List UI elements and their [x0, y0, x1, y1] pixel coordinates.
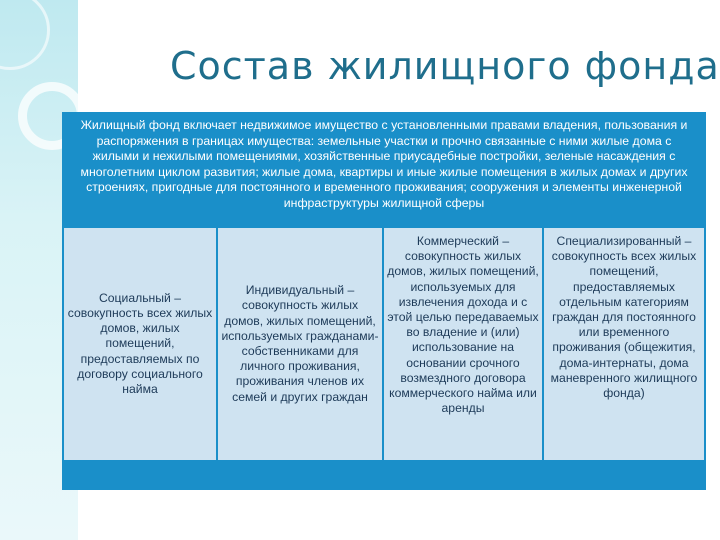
individual-housing-cell: [218, 228, 382, 460]
specialized-housing-cell: [544, 228, 704, 460]
commercial-housing-cell: [384, 228, 542, 460]
specialized-housing-text: Специализированный – совокупность всех жилых помещений, предоставляемых отдельным категориям граждан для постоянного или временного проживания (общежития, дома-интернаты, дома маневренного жилищного фонда): [550, 234, 698, 401]
table-footer-bar: [62, 462, 706, 490]
housing-types-row: [62, 228, 706, 460]
individual-housing-text: Индивидуальный – совокупность жилых домов, жилых помещений, используемых гражданами-собственниками для личного проживания, проживания членов их семей и других граждан: [221, 283, 379, 404]
slide-title: Состав жилищного фонда: [170, 44, 720, 88]
table-header-intro: Жилищный фонд включает недвижимое имущество с установленными правами владения, пользования и распоряжения в границах имущества: земельные участки и прочно связанные с ними жилые дома с жилыми и нежилыми помещениями, хозяйственные приусадебные постройки, зеленые насаждения с многолетним циклом развития; жилые дома, квартиры и иные жилые помещения в жилых домах и других строениях, пригодные для постоянного и временного проживания; сооружения и элементы инженерной инфраструктуры жилищной сферы: [80, 118, 688, 210]
housing-stock-table: [62, 112, 706, 490]
social-housing-cell: [64, 228, 216, 460]
social-housing-text: Социальный – совокупность всех жилых домов, жилых помещений, предоставляемых по договору социального найма: [67, 290, 213, 396]
commercial-housing-text: Коммерческий – совокупность жилых домов, жилых помещений, используемых для извлечения дохода и с этой целью передаваемых во владение и (или) использование на основании срочного возмездного договора коммерческого найма или аренды: [387, 234, 539, 416]
